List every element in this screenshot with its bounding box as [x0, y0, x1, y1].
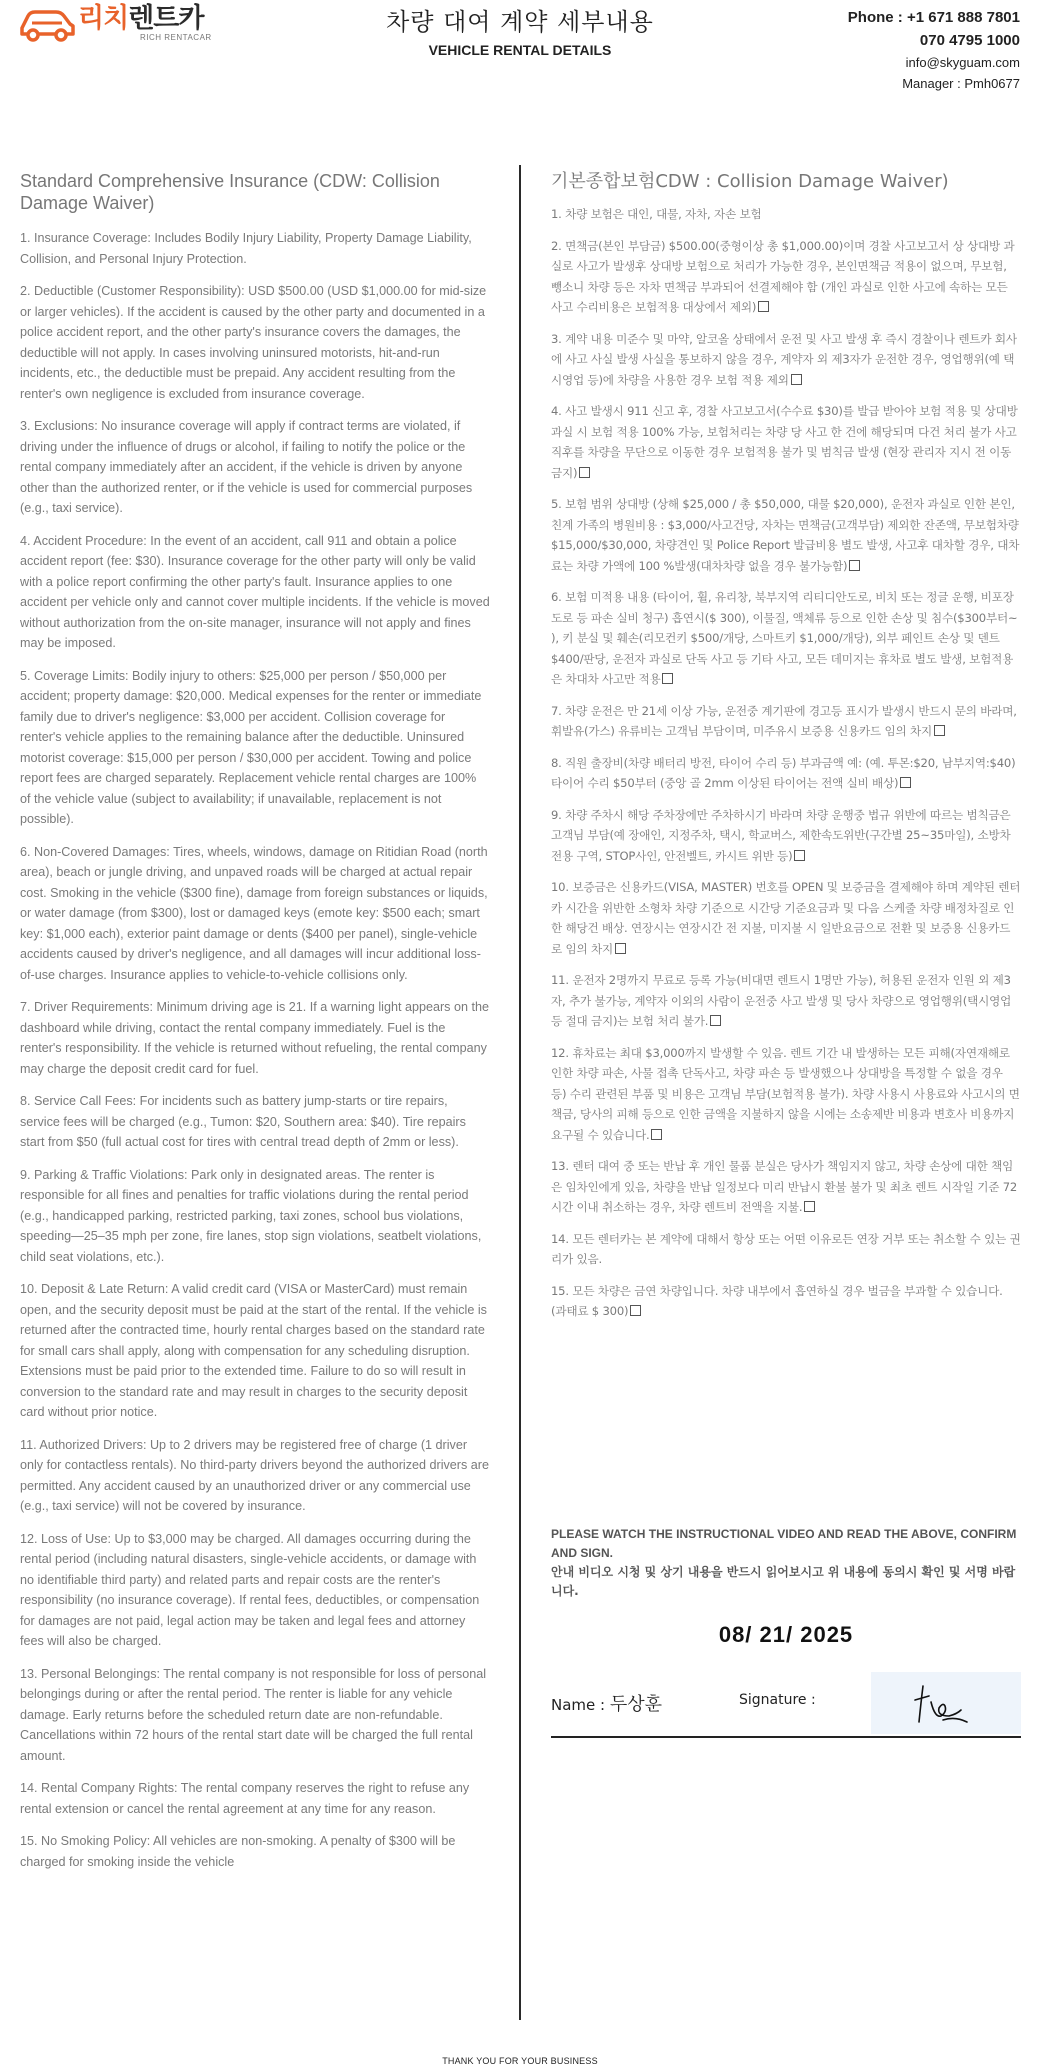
agree-checkbox[interactable] — [758, 301, 769, 312]
english-term-item: 14. Rental Company Rights: The rental company reserves the right to refuse any rental extension or cancel the rental agreement at any time for any reason. — [20, 1781, 470, 1816]
agree-checkbox[interactable] — [579, 467, 590, 478]
agree-checkbox[interactable] — [630, 1305, 641, 1316]
agree-checkbox[interactable] — [615, 943, 626, 954]
agree-checkbox[interactable] — [791, 374, 802, 385]
english-term-item: 15. No Smoking Policy: All vehicles are non-smoking. A penalty of $300 will be charged for smoking inside the vehicle — [20, 1834, 456, 1869]
logo-wordmark: 리치렌트카 — [78, 3, 204, 34]
korean-term-item: 3. 계약 내용 미준수 및 마약, 알코올 상태에서 운전 및 사고 발생 후 즉시 경찰이나 렌트카 회사에 사고 사실 발생 사실을 통보하지 않을 경우, 계약자 외 제3자가 운전한 경우, 영업행위(예 택시영업 등)에 차량을 사용한 경우 보험 적용 제외 — [551, 331, 1017, 387]
korean-term-item: 4. 사고 발생시 911 신고 후, 경찰 사고보고서(수수료 $30)를 발급 받아야 보험 적용 및 상대방 과실 시 보험 적용 100% 가능, 보험처리는 차량 당 사고 한 건에 해당되며 다건 처리 불가 사고 직후를 차량을 무단으로 이동한 경우 보험적용 불가 및 범칙금 발생 (현장 관리자 지시 전 이동 금지) — [551, 404, 1018, 480]
signing-notice — [551, 1525, 1021, 1601]
agree-checkbox[interactable] — [804, 1201, 815, 1212]
signature-row — [551, 1672, 1021, 1738]
korean-term-item: 10. 보증금은 신용카드(VISA, MASTER) 번호를 OPEN 및 보증금을 결제해야 하며 계약된 렌터카 시간을 위반한 소형차 차량 기준으로 시간당 기준요금과 및 다음 스케줄 차량 배정차질로 인한 해당건 배상. 연장시는 연장시간 전 지불, 미지불 시 일반요금으로 전환 및 보증용 신용카드로 임의 차지 — [551, 880, 1021, 956]
logo-subtitle: RICH RENTACAR — [140, 33, 212, 42]
korean-term-item: 2. 면책금(본인 부담금) $500.00(중형이상 총 $1,000.00)이며 경찰 사고보고서 상 상대방 과실로 사고가 발생후 상대방 보험으로 처리가 가능한 경우, 본인면책금 적용이 없으며, 무보험, 뺑소니 차량 등은 자차 면책금 부과되어 선결제해야 함 (개인 과실로 인한 사고에 속하는 모든 사고 수리비용은 보험적용 대상에서 제외) — [551, 238, 1015, 314]
english-term-item: 10. Deposit & Late Return: A valid credit card (VISA or MasterCard) must remain open, and the security deposit must be paid at the start of the rental. If the vehicle is returned after the contracted time, hourly rental charges based on the standard rate for small cars shall apply, along with compensation for any scheduling disruption. Extensions must be paid prior to the extended time. Failure to do so will result in conversion to the standard rate and may result in charges to the security deposit card without prior notice. — [20, 1282, 487, 1419]
name-value: 두상훈 — [609, 1694, 663, 1715]
column-divider — [519, 165, 521, 2020]
agree-checkbox[interactable] — [710, 1015, 721, 1026]
english-term-item: 5. Coverage Limits: Bodily injury to others: $25,000 per person / $50,000 per accident; property damage: $20,000. Medical expenses for the renter or immediate family due to driver's negligence: $3,000 per accident. Collision coverage for renter's vehicle applies to the remaining balance after the deductible. Uninsured motorist coverage: $15,000 per person / $30,000 per accident. Towing and police report fees are charged separately. Replacement vehicle rental charges are 100% of the vehicle value (subject to availability; if unavailable, replacement is not possible). — [20, 668, 482, 826]
korean-term-item: 12. 휴차료는 최대 $3,000까지 발생할 수 있음. 렌트 기간 내 발생하는 모든 피해(자연재해로 인한 차량 파손, 사물 접촉 단독사고, 차량 파손 등 발생했으나 상대방을 특정할 수 없을 경우 등) 수리 관련된 부품 및 비용은 고객님 부담(보험적용 불가). 차량 사용시 사용료와 사고시의 면책금, 당사의 피해 등으로 인한 금액을 지불하지 않을 시에는 소송제반 비용과 변호사 비용까지 요구될 수 있습니다. — [551, 1045, 1020, 1142]
korean-term-item: 15. 모든 차량은 금연 차량입니다. 차량 내부에서 흡연하실 경우 벌금을 부과할 수 있습니다. (과태료 $ 300) — [551, 1283, 1003, 1318]
renter-name — [551, 1690, 662, 1716]
agree-checkbox[interactable] — [651, 1129, 662, 1140]
agree-checkbox[interactable] — [900, 777, 911, 788]
english-term-item: 2. Deductible (Customer Responsibility): USD $500.00 (USD $1,000.00 for mid-size or larger vehicles). If the accident is caused by the other party and documented in a police accident report, and the other party's insurance covers the damages, the deductible will not apply. In cases involving uninsured motorists, hit-and-run incidents, etc., the deductible must be prepaid. Any accident resulting from the renter's own negligence is excluded from insurance coverage. — [20, 284, 487, 401]
english-term-item: 11. Authorized Drivers: Up to 2 drivers may be registered free of charge (1 driver only for contactless rentals). No third-party drivers beyond the authorized drivers are permitted. Any accident caused by an unauthorized driver or any commercial use (e.g., taxi service) will not be covered by insurance. — [20, 1437, 489, 1513]
phone-number: Phone : +1 671 888 7801 — [847, 9, 1020, 26]
english-section-title: Standard Comprehensive Insurance (CDW: Collision Damage Waiver) — [20, 171, 440, 213]
notice-english: PLEASE WATCH THE INSTRUCTIONAL VIDEO AND READ THE ABOVE, CONFIRM AND SIGN. — [551, 1527, 1017, 1560]
english-term-item: 1. Insurance Coverage: Includes Bodily Injury Liability, Property Damage Liability, Collision, and Personal Injury Protection. — [20, 231, 472, 266]
agree-checkbox[interactable] — [794, 850, 805, 861]
korean-section-title: 기본종합보험CDW : Collision Damage Waiver) — [551, 171, 949, 192]
header — [0, 0, 1040, 100]
korean-term-item: 1. 차량 보험은 대인, 대물, 자차, 자손 보험 — [551, 207, 762, 221]
signature-drawing-icon — [871, 1672, 1021, 1734]
korean-term-item: 9. 차량 주차시 해당 주차장에만 주차하시기 바라며 차량 운행중 법규 위반에 따르는 범칙금은 고객님 부담(예 장애인, 지정주차, 택시, 학교버스, 제한속도위반(구간별 25~35마일), 소방차전용 구역, STOP사인, 안전벨트, 카시트 위반 등) — [551, 807, 1011, 863]
korean-term-item: 8. 직원 출장비(차량 배터리 방전, 타이어 수리 등) 부과금액 예: (예. 투몬:$20, 남부지역:$40) 타이어 수리 $50부터 (중앙 골 2mm 이상된 타이어는 전액 실비 배상) — [551, 755, 1016, 790]
english-term-item: 4. Accident Procedure: In the event of an accident, call 911 and obtain a police accident report (fee: $30). Insurance coverage for the other party will only be valid with a police report confirming the other party's fault. Insurance applies to one accident per vehicle only and cannot cover multiple incidents. If the vehicle is moved without authorization from the on-site manager, insurance will not apply and fines may be imposed. — [20, 533, 490, 650]
korean-term-item: 5. 보험 범위 상대방 (상해 $25,000 / 총 $50,000, 대물 $20,000), 운전자 과실로 인한 본인, 친계 가족의 병원비용 : $3,000/사고건당, 자차는 면책금(고객부담) 제외한 잔존액, 무보험차량 $15,000/$30,000, 차량견인 및 Police Report 발급비용 별도 발생, 사고후 대차할 경우, 대차 료는 차량 가액에 100 %발생(대차차량 없을 경우 불가능함) — [551, 497, 1020, 573]
footer-thank-you: THANK YOU FOR YOUR BUSINESS — [442, 2056, 598, 2066]
signature-label: Signature : — [739, 1692, 816, 1708]
korean-term-item: 7. 차량 운전은 만 21세 이상 가능, 운전중 계기판에 경고등 표시가 발생시 반드시 문의 바라며, 휘발유(가스) 유류비는 고객님 부담이며, 미주유시 보증용 신용카드 임의 차지 — [551, 703, 1017, 738]
korean-terms-column — [551, 170, 1021, 1333]
english-term-item: 13. Personal Belongings: The rental company is not responsible for loss of personal belongings during or after the rental period. The renter is liable for any vehicle damage. Early returns before the scheduled return date are non-refundable. Cancellations within 72 hours of the rental start date will be charged the full rental amount. — [20, 1666, 487, 1763]
english-term-item: 8. Service Call Fees: For incidents such as battery jump-starts or tire repairs, service fees will be charged (e.g., Tumon: $20, Southern area: $40). Tire repairs start from $50 (full actual cost for tires with central tread depth of 2mm or less). — [20, 1094, 466, 1149]
agree-checkbox[interactable] — [934, 725, 945, 736]
english-term-item: 6. Non-Covered Damages: Tires, wheels, windows, damage on Ritidian Road (north area), beach or jungle driving, and unpaved roads will be charged at actual repair cost. Smoking in the vehicle ($300 fine), damage from foreign substances or liquids, or water damage (from $300), lost or damaged keys (emote key: $500 each; smart key: $1,000 each), exterior paint damage or dents ($400 per panel), single-vehicle accidents caused by driver's negligence, and all damages will incur additional loss-of-use charges. Insurance applies to vehicle-to-vehicle collisions only. — [20, 844, 488, 982]
manager-id: Manager : Pmh0677 — [902, 76, 1020, 91]
page-title-english: VEHICLE RENTAL DETAILS — [428, 42, 612, 58]
name-label: Name : — [551, 1696, 610, 1714]
email-address: info@skyguam.com — [905, 55, 1020, 70]
korean-term-item: 6. 보험 미적용 내용 (타이어, 휠, 유리창, 북부지역 리티디안도로, 비치 또는 정글 운행, 비포장 도로 등 파손 실비 청구) 흡연시($ 300), 이물질, 액체류 등으로 인한 손상 및 침수($300부터~ ), 키 분실 및 훼손(리모컨키 $500/개당, 스마트키 $1,000/개당), 외부 페인트 손상 및 덴트 $400/판당, 운전자 과실로 단독 사고 등 기타 사고, 모든 데미지는 휴차료 별도 발생, 보험적용은 차대차 사고만 적용 — [551, 590, 1018, 686]
phone-number-secondary: 070 4795 1000 — [919, 32, 1020, 49]
english-term-item: 3. Exclusions: No insurance coverage will apply if contract terms are violated, if driving under the influence of drugs or alcohol, if failing to notify the police or the rental company immediately after an accident, if the vehicle is driven by anyone other than the authorized renter, or if the vehicle is used for commercial purposes (e.g., taxi service). — [20, 419, 473, 515]
agree-checkbox[interactable] — [849, 560, 860, 571]
notice-korean: 안내 비디오 시청 및 상기 내용을 반드시 읽어보시고 위 내용에 동의시 확인 및 서명 바랍니다. — [551, 1565, 1016, 1598]
signature-pad[interactable] — [871, 1672, 1021, 1734]
korean-term-item: 14. 모든 렌터카는 본 계약에 대해서 항상 또는 어떤 이유로든 연장 거부 또는 취소할 수 있는 권리가 있음. — [551, 1231, 1021, 1266]
korean-term-item: 11. 운전자 2명까지 무료로 등록 가능(비대면 렌트시 1명만 가능), 허용된 운전자 인원 외 제3자, 추가 불가능, 계약자 이외의 사람이 운전중 사고 발생 및 당사 차량으로 영업행위(택시영업 등 절대 금지)는 보험 처리 불가. — [551, 973, 1012, 1028]
english-term-item: 12. Loss of Use: Up to $3,000 may be charged. All damages occurring during the rental period (including natural disasters, single-vehicle accidents, or damage with no identifiable third party) and related parts and repair costs are the renter's responsibility (no insurance coverage). If rental fees, deductibles, or compensation for damages are not paid, legal action may be taken and legal fees and attorney fees will also be charged. — [20, 1531, 480, 1648]
page-title-korean: 차량 대여 계약 세부내용 — [386, 8, 654, 36]
english-term-item: 9. Parking & Traffic Violations: Park only in designated areas. The renter is responsible for all fines and penalties for traffic violations during the rental period (e.g., handicapped parking, restricted parking, taxi zones, school bus violations, speeding—25–35 mph per zone, fire lanes, stop sign violations, seatbelt violations, child seat violations, etc.). — [20, 1167, 482, 1264]
korean-term-item: 13. 렌터 대여 중 또는 반납 후 개인 물품 분실은 당사가 책임지지 않고, 차량 손상에 대한 책임은 임차인에게 있음, 차량을 반납 일정보다 미리 반납시 환불 불가 및 최초 렌트 시작일 기준 72시간 이내 취소하는 경우, 차량 렌트비 전액을 지불. — [551, 1159, 1018, 1214]
english-terms-column — [20, 170, 490, 1884]
contract-date: 08/ 21/ 2025 — [718, 1622, 854, 1647]
contact-info — [848, 6, 1020, 94]
english-term-item: 7. Driver Requirements: Minimum driving age is 21. If a warning light appears on the dashboard while driving, contact the rental company immediately. Fuel is the renter's responsibility. If the vehicle is returned without refueling, the rental company may charge the deposit credit card for fuel. — [20, 1000, 489, 1076]
agree-checkbox[interactable] — [662, 673, 673, 684]
